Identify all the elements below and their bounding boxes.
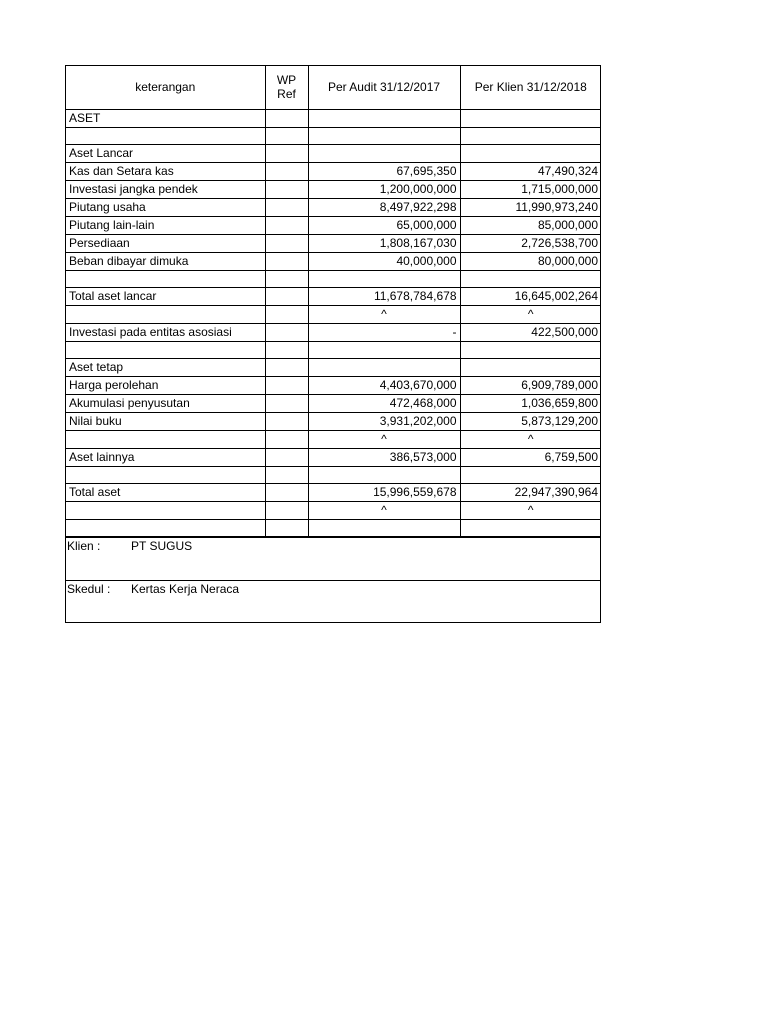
row-per-audit: - bbox=[308, 323, 460, 341]
row-per-klien: 11,990,973,240 bbox=[460, 198, 601, 216]
table-row bbox=[66, 252, 601, 270]
row-per-audit: 1,808,167,030 bbox=[308, 234, 460, 252]
row-label bbox=[66, 466, 265, 483]
row-wp-ref bbox=[265, 198, 308, 216]
header-wp-ref-line2: Ref bbox=[277, 87, 296, 102]
table-row bbox=[66, 162, 601, 180]
row-per-klien: 16,645,002,264 bbox=[460, 287, 601, 305]
table-row bbox=[66, 501, 601, 519]
row-label: Beban dibayar dimuka bbox=[66, 252, 265, 270]
schedule-block bbox=[66, 580, 600, 622]
row-wp-ref bbox=[265, 234, 308, 252]
row-per-audit bbox=[308, 519, 460, 536]
row-wp-ref bbox=[265, 305, 308, 323]
schedule-name: Kertas Kerja Neraca bbox=[131, 581, 240, 596]
header-wp-ref bbox=[265, 66, 308, 109]
row-per-klien: 1,036,659,800 bbox=[460, 394, 601, 412]
row-wp-ref bbox=[265, 270, 308, 287]
row-per-klien: 80,000,000 bbox=[460, 252, 601, 270]
table-row bbox=[66, 519, 601, 536]
row-label: Harga perolehan bbox=[66, 376, 265, 394]
table-row bbox=[66, 466, 601, 483]
row-wp-ref bbox=[265, 483, 308, 501]
row-wp-ref bbox=[265, 448, 308, 466]
table-row bbox=[66, 483, 601, 501]
row-label: Investasi jangka pendek bbox=[66, 180, 265, 198]
row-per-audit bbox=[308, 341, 460, 358]
row-per-klien bbox=[460, 341, 601, 358]
row-per-klien: 1,715,000,000 bbox=[460, 180, 601, 198]
row-per-audit: 65,000,000 bbox=[308, 216, 460, 234]
row-wp-ref bbox=[265, 144, 308, 162]
table-row bbox=[66, 144, 601, 162]
row-per-audit: ^ bbox=[308, 501, 460, 519]
row-label bbox=[66, 501, 265, 519]
row-per-audit bbox=[308, 270, 460, 287]
row-per-audit: 386,573,000 bbox=[308, 448, 460, 466]
row-per-audit: ^ bbox=[308, 430, 460, 448]
row-per-klien: 6,909,789,000 bbox=[460, 376, 601, 394]
client-block bbox=[66, 537, 600, 580]
row-wp-ref bbox=[265, 216, 308, 234]
row-wp-ref bbox=[265, 180, 308, 198]
row-per-audit: 67,695,350 bbox=[308, 162, 460, 180]
row-per-audit bbox=[308, 127, 460, 144]
row-wp-ref bbox=[265, 162, 308, 180]
table-row bbox=[66, 180, 601, 198]
row-per-klien bbox=[460, 466, 601, 483]
row-label bbox=[66, 127, 265, 144]
row-wp-ref bbox=[265, 323, 308, 341]
table-row bbox=[66, 198, 601, 216]
row-label: Piutang usaha bbox=[66, 198, 265, 216]
row-per-audit bbox=[308, 358, 460, 376]
table-row bbox=[66, 323, 601, 341]
table-row bbox=[66, 127, 601, 144]
row-per-klien: ^ bbox=[460, 501, 601, 519]
row-per-klien: 422,500,000 bbox=[460, 323, 601, 341]
row-label bbox=[66, 430, 265, 448]
row-wp-ref bbox=[265, 466, 308, 483]
table-row bbox=[66, 412, 601, 430]
row-label: Piutang lain-lain bbox=[66, 216, 265, 234]
table-row bbox=[66, 394, 601, 412]
row-label: Persediaan bbox=[66, 234, 265, 252]
row-wp-ref bbox=[265, 412, 308, 430]
row-wp-ref bbox=[265, 127, 308, 144]
row-wp-ref bbox=[265, 358, 308, 376]
row-per-klien: 85,000,000 bbox=[460, 216, 601, 234]
row-per-klien: 47,490,324 bbox=[460, 162, 601, 180]
row-per-klien: 6,759,500 bbox=[460, 448, 601, 466]
row-wp-ref bbox=[265, 341, 308, 358]
row-per-klien: 22,947,390,964 bbox=[460, 483, 601, 501]
row-label bbox=[66, 341, 265, 358]
row-per-audit: 4,403,670,000 bbox=[308, 376, 460, 394]
row-wp-ref bbox=[265, 109, 308, 127]
row-per-klien bbox=[460, 519, 601, 536]
row-per-klien: ^ bbox=[460, 430, 601, 448]
row-per-klien bbox=[460, 109, 601, 127]
row-per-audit: 472,468,000 bbox=[308, 394, 460, 412]
table-row bbox=[66, 270, 601, 287]
row-per-audit: ^ bbox=[308, 305, 460, 323]
row-label: ASET bbox=[66, 109, 265, 127]
row-label: Kas dan Setara kas bbox=[66, 162, 265, 180]
row-per-audit bbox=[308, 144, 460, 162]
row-wp-ref bbox=[265, 430, 308, 448]
balance-sheet-table bbox=[66, 66, 601, 537]
header-per-klien: Per Klien 31/12/2018 bbox=[460, 66, 601, 109]
row-per-audit: 15,996,559,678 bbox=[308, 483, 460, 501]
table-row bbox=[66, 430, 601, 448]
table-row bbox=[66, 376, 601, 394]
table-row bbox=[66, 305, 601, 323]
row-wp-ref bbox=[265, 252, 308, 270]
row-per-audit bbox=[308, 466, 460, 483]
client-label: Klien : bbox=[67, 538, 101, 553]
row-per-audit bbox=[308, 109, 460, 127]
table-row bbox=[66, 448, 601, 466]
header-per-audit: Per Audit 31/12/2017 bbox=[308, 66, 460, 109]
row-label: Investasi pada entitas asosiasi bbox=[66, 323, 265, 341]
row-per-klien: 2,726,538,700 bbox=[460, 234, 601, 252]
row-label: Total aset lancar bbox=[66, 287, 265, 305]
table-row bbox=[66, 109, 601, 127]
row-label: Aset Lancar bbox=[66, 144, 265, 162]
row-wp-ref bbox=[265, 287, 308, 305]
working-paper-sheet bbox=[65, 65, 601, 623]
row-wp-ref bbox=[265, 501, 308, 519]
row-label: Total aset bbox=[66, 483, 265, 501]
row-per-klien bbox=[460, 270, 601, 287]
row-label: Aset lainnya bbox=[66, 448, 265, 466]
row-per-audit: 40,000,000 bbox=[308, 252, 460, 270]
row-per-klien bbox=[460, 144, 601, 162]
row-label: Aset tetap bbox=[66, 358, 265, 376]
row-per-klien: 5,873,129,200 bbox=[460, 412, 601, 430]
client-name: PT SUGUS bbox=[131, 538, 193, 553]
row-label: Akumulasi penyusutan bbox=[66, 394, 265, 412]
row-label: Nilai buku bbox=[66, 412, 265, 430]
header-wp-ref-line1: WP bbox=[276, 73, 297, 88]
table-row bbox=[66, 358, 601, 376]
row-wp-ref bbox=[265, 519, 308, 536]
table-body bbox=[66, 109, 601, 536]
row-label bbox=[66, 270, 265, 287]
row-wp-ref bbox=[265, 394, 308, 412]
row-per-audit: 11,678,784,678 bbox=[308, 287, 460, 305]
row-per-klien bbox=[460, 358, 601, 376]
row-per-audit: 1,200,000,000 bbox=[308, 180, 460, 198]
row-per-audit: 8,497,922,298 bbox=[308, 198, 460, 216]
header-row bbox=[66, 66, 601, 109]
row-wp-ref bbox=[265, 376, 308, 394]
row-label bbox=[66, 519, 265, 536]
row-per-audit: 3,931,202,000 bbox=[308, 412, 460, 430]
row-label bbox=[66, 305, 265, 323]
table-row bbox=[66, 341, 601, 358]
row-per-klien: ^ bbox=[460, 305, 601, 323]
table-row bbox=[66, 216, 601, 234]
table-row bbox=[66, 234, 601, 252]
table-row bbox=[66, 287, 601, 305]
schedule-label: Skedul : bbox=[67, 581, 111, 596]
header-keterangan: keterangan bbox=[66, 66, 265, 109]
row-per-klien bbox=[460, 127, 601, 144]
